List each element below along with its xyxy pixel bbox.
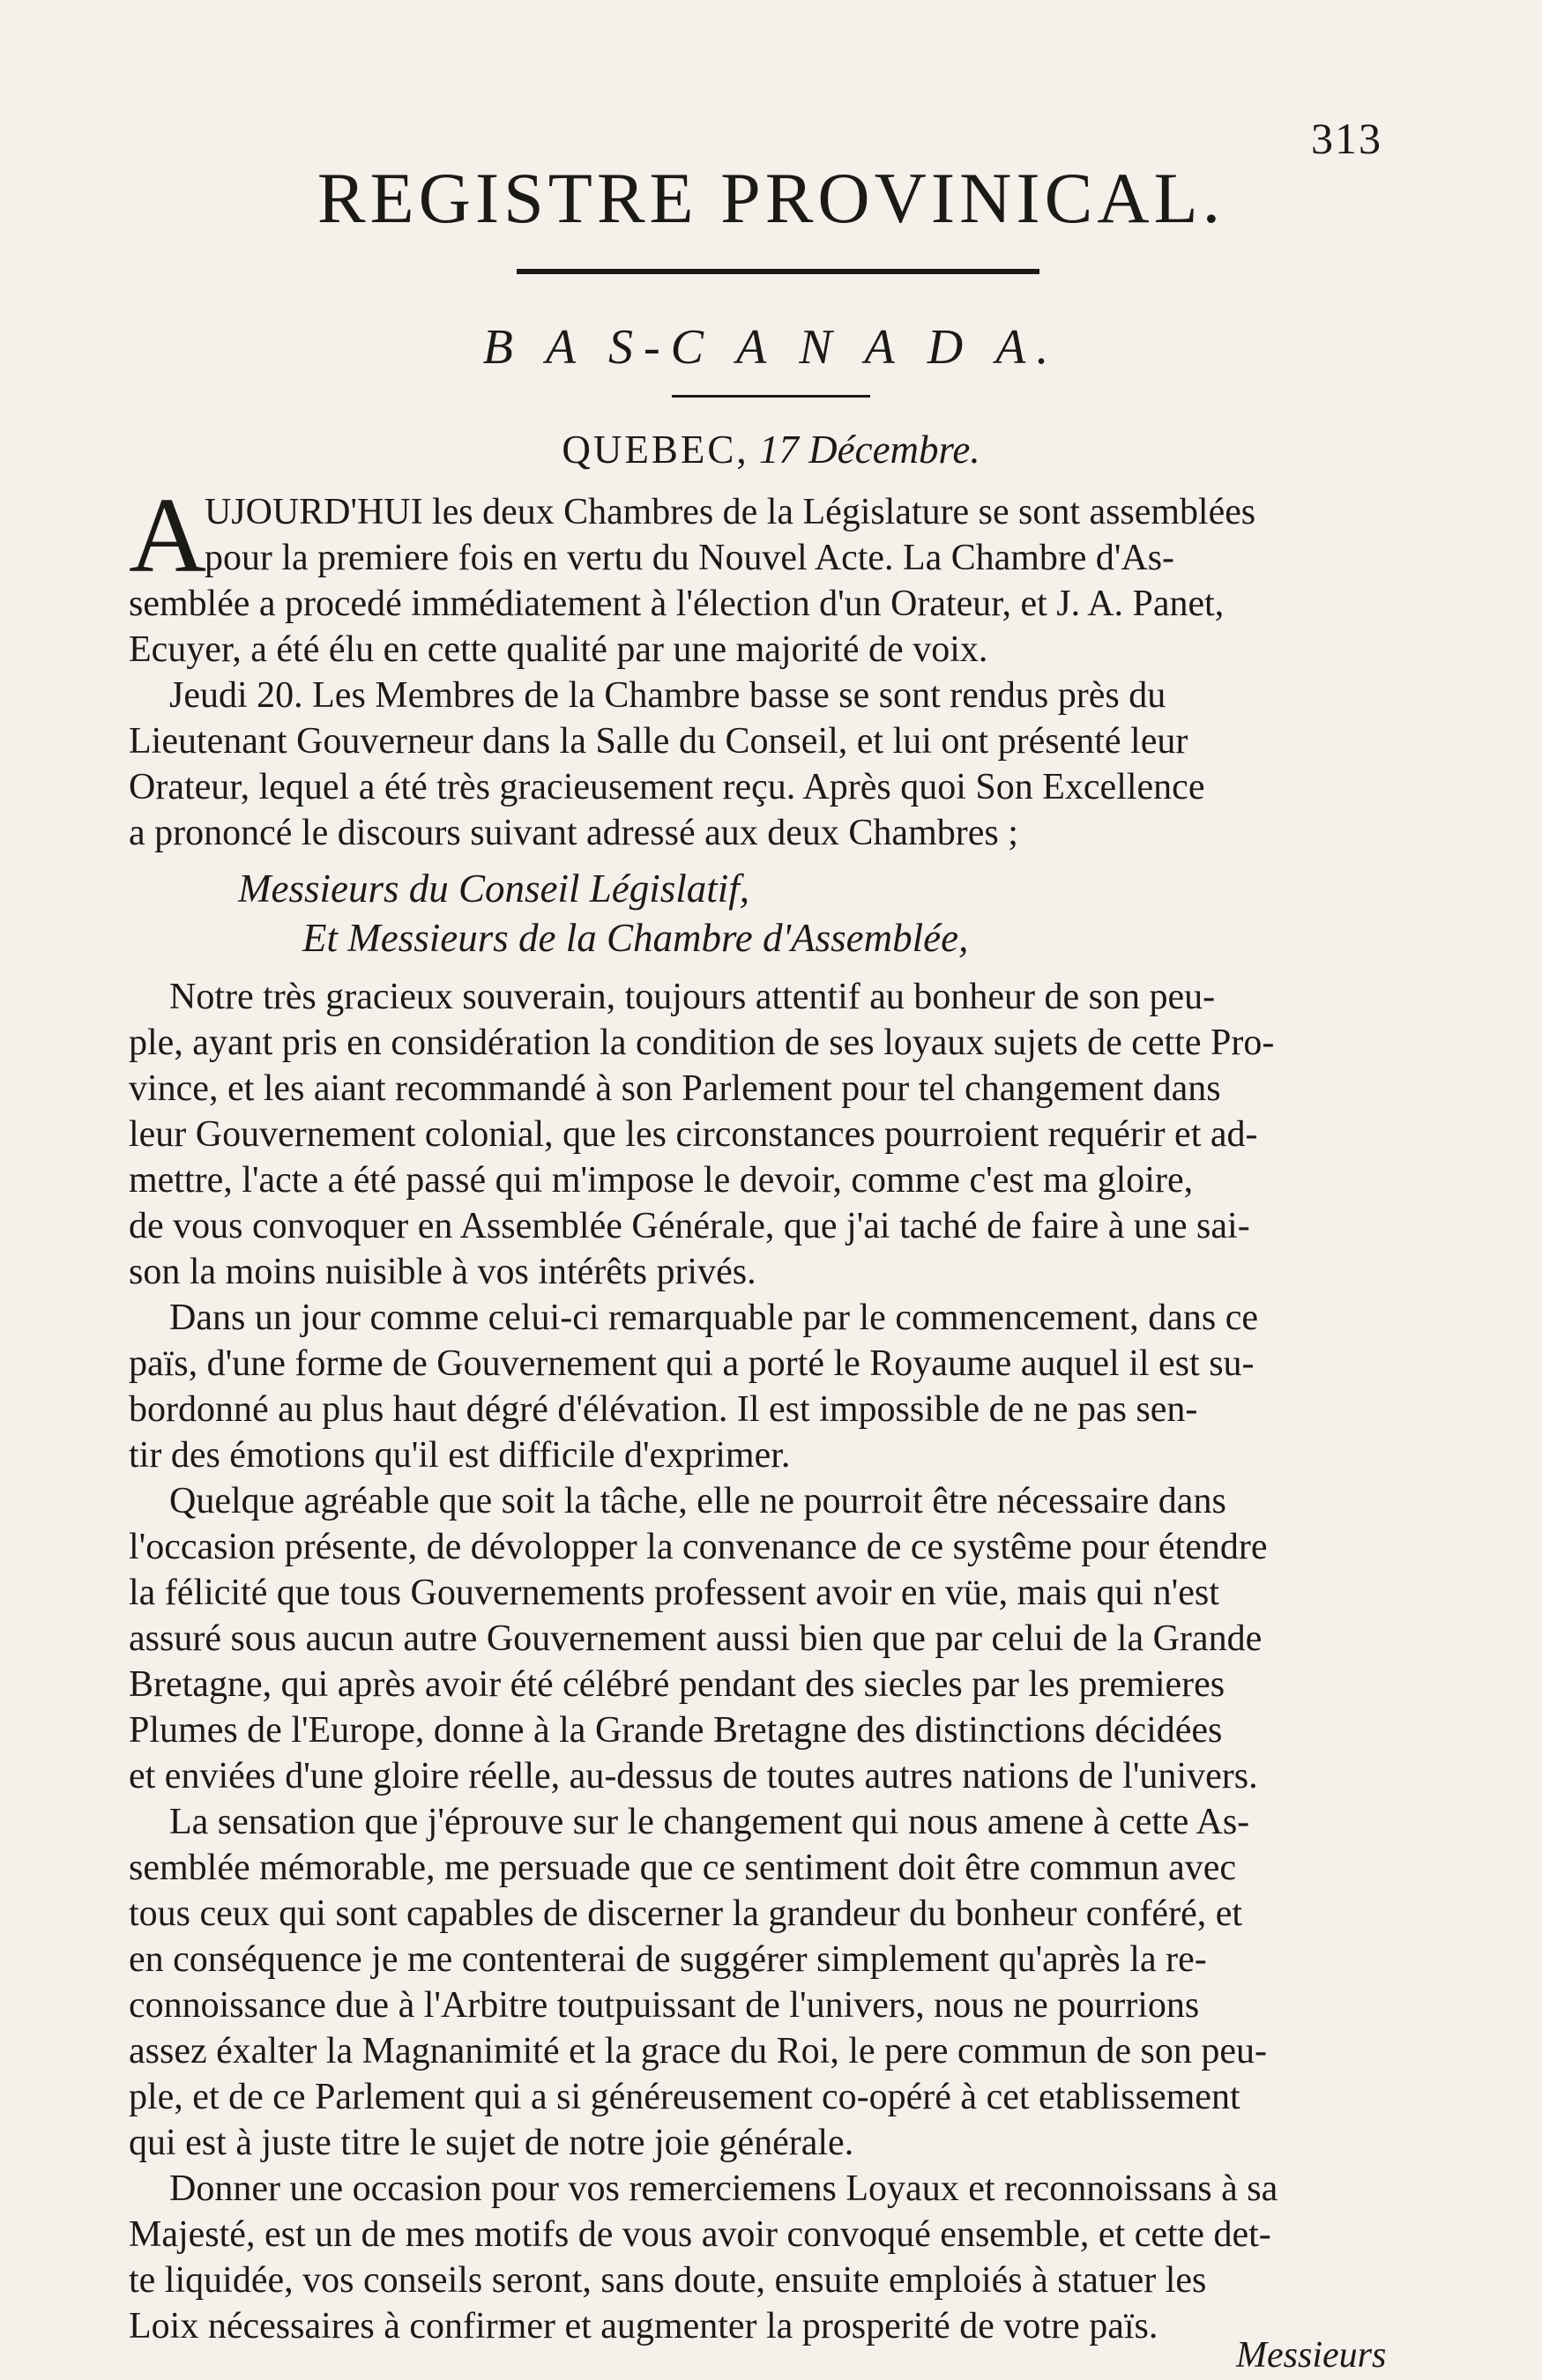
speech-line: Dans un jour comme celui-ci remarquable par le commencement, dans ce [169,1298,1258,1338]
speech-line: Loix nécessaires à confirmer et augmenter la prosperité de votre païs. [129,2306,1158,2347]
intro-line: Orateur, lequel a été très gracieusement reçu. Après quoi Son Excellence [129,767,1205,807]
speech-line: païs, d'une forme de Gouvernement qui a porté le Royaume auquel il est su- [129,1343,1255,1384]
speech-line: Notre très gracieux souverain, toujours attentif au bonheur de son peu- [169,977,1216,1017]
speech-line: de vous convoquer en Assemblée Générale, que j'ai taché de faire à une sai- [129,1206,1250,1246]
speech-line: connoissance due à l'Arbitre toutpuissant de l'univers, nous ne pourrions [129,1985,1200,2026]
intro-line: semblée a procedé immédiatement à l'élection d'un Orateur, et J. A. Panet, [129,584,1225,624]
speech-line: Donner une occasion pour vos remerciemens Loyaux et reconnoissans à sa [169,2168,1278,2209]
speech-line: semblée mémorable, me persuade que ce sentiment doit être commun avec [129,1848,1237,1888]
speech-line: en conséquence je me contenterai de suggérer simplement qu'après la re- [129,1939,1207,1980]
intro-line: a prononcé le discours suivant adressé aux deux Chambres ; [129,813,1018,853]
speech-line: ple, et de ce Parlement qui a si généreusement co-opéré à cet etablissement [129,2077,1240,2117]
speech-line: tous ceux qui sont capables de discerner la grandeur du bonheur conféré, et [129,1893,1243,1934]
dateline-date: 17 Décembre. [758,428,980,472]
page-number: 313 [1311,114,1382,163]
catchword: Messieurs [1236,2335,1387,2376]
salutation-line: Messieurs du Conseil Législatif, [238,866,750,911]
speech-line: son la moins nuisible à vos intérêts privés. [129,1252,756,1292]
speech-line: Quelque agréable que soit la tâche, elle ne pourroit être nécessaire dans [169,1481,1226,1521]
speech-line: Plumes de l'Europe, donne à la Grande Bretagne des distinctions décidées [129,1710,1223,1751]
intro-line: pour la premiere fois en vertu du Nouvel Acte. La Chambre d'As- [205,538,1175,578]
speech-line: La sensation que j'éprouve sur le changement qui nous amene à cette As- [169,1802,1250,1842]
speech-line: qui est à juste titre le sujet de notre joie générale. [129,2123,854,2163]
salutation-line: Et Messieurs de la Chambre d'Assemblée, [302,916,969,960]
speech-line: mettre, l'acte a été passé qui m'impose le devoir, comme c'est ma gloire, [129,1160,1194,1201]
speech-line: assez éxalter la Magnanimité et la grace du Roi, le pere commun de son peu- [129,2031,1268,2071]
dateline [0,427,1542,472]
speech-line: la félicité que tous Gouvernements professent avoir en vüe, mais qui n'est [129,1573,1219,1613]
speech-line: Majesté, est un de mes motifs de vous avoir convoqué ensemble, et cette det- [129,2214,1271,2255]
section-rule [672,395,870,398]
running-title: REGISTRE PROVINICAL. [317,158,1225,238]
intro-line: Jeudi 20. Les Membres de la Chambre basse se sont rendus près du [169,675,1166,716]
section-title: B A S-C A N A D A. [482,320,1060,375]
speech-line: te liquidée, vos conseils seront, sans doute, ensuite emploiés à statuer les [129,2260,1207,2301]
speech-line: vince, et les aiant recommandé à son Parlement pour tel changement dans [129,1068,1221,1109]
intro-line: UJOURD'HUI les deux Chambres de la Législature se sont assemblées [205,492,1256,532]
speech-line: ple, ayant pris en considération la condition de ses loyaux sujets de cette Pro- [129,1023,1275,1063]
dateline-place: QUEBEC, [562,428,749,472]
intro-line: Ecuyer, a été élu en cette qualité par une majorité de voix. [129,629,988,670]
speech-line: tir des émotions qu'il est difficile d'exprimer. [129,1435,791,1476]
speech-line: leur Gouvernement colonial, que les circonstances pourroient requérir et ad- [129,1114,1258,1155]
speech-line: et enviées d'une gloire réelle, au-dessus de toutes autres nations de l'univers. [129,1756,1258,1796]
intro-line: Lieutenant Gouverneur dans la Salle du Conseil, et lui ont présenté leur [129,721,1188,762]
speech-line: bordonné au plus haut dégré d'élévation. Il est impossible de ne pas sen- [129,1389,1198,1430]
speech-line: l'occasion présente, de dévolopper la convenance de ce systême pour étendre [129,1527,1268,1567]
header-rule [517,269,1039,274]
drop-cap: A [129,476,207,595]
speech-line: Bretagne, qui après avoir été célébré pendant des siecles par les premieres [129,1664,1225,1705]
speech-line: assuré sous aucun autre Gouvernement aussi bien que par celui de la Grande [129,1618,1263,1659]
